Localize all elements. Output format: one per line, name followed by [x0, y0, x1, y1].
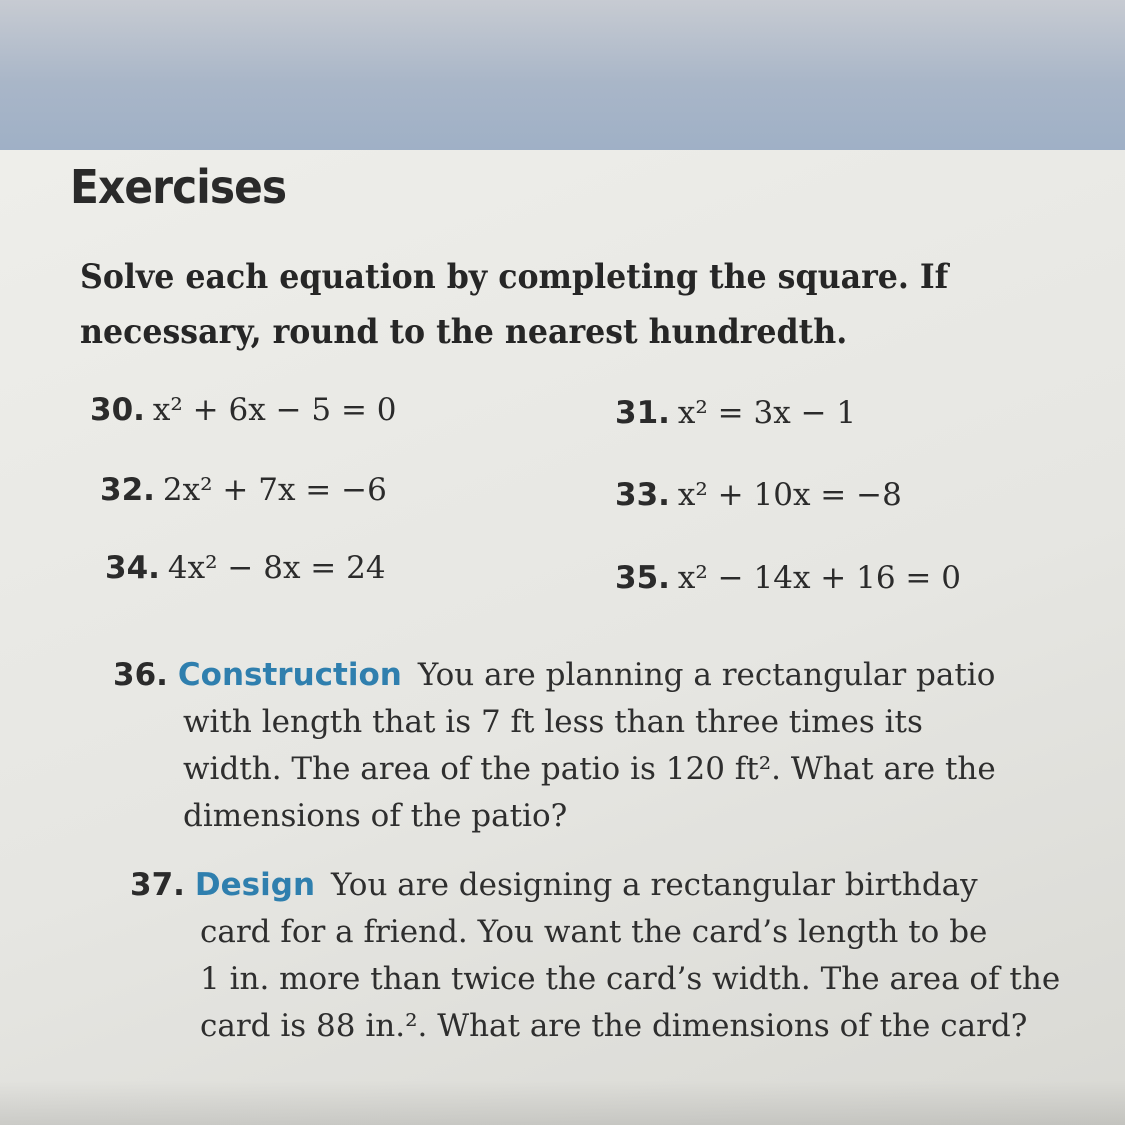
equation: x² + 10x = −8 — [677, 477, 902, 513]
equation: 4x² − 8x = 24 — [167, 550, 386, 586]
exercise-number: 30. — [90, 392, 145, 428]
exercise-number: 35. — [615, 560, 670, 596]
exercise-33 — [615, 477, 902, 513]
problem-topic: Construction — [177, 657, 402, 693]
equation: x² = 3x − 1 — [677, 395, 857, 431]
exercise-37 — [130, 862, 1060, 1050]
problem-text: with length that is 7 ft less than three times its — [183, 704, 923, 740]
exercise-number: 34. — [105, 550, 160, 586]
problem-text: card is 88 in.². What are the dimensions of the card? — [200, 1008, 1028, 1044]
problem-text: dimensions of the patio? — [183, 798, 568, 834]
problem-topic: Design — [194, 867, 316, 903]
instruction-line: necessary, round to the nearest hundredth. — [80, 312, 848, 352]
problem-text: card for a friend. You want the card’s length to be — [200, 914, 988, 950]
problem-text: You are planning a rectangular patio — [417, 657, 996, 693]
exercise-35 — [615, 560, 961, 596]
exercise-30 — [90, 392, 397, 428]
instructions — [80, 250, 973, 360]
exercise-number: 37. — [130, 867, 185, 903]
equation: 2x² + 7x = −6 — [162, 472, 387, 508]
exercise-32 — [100, 472, 387, 508]
exercise-36 — [113, 652, 996, 840]
instruction-line: Solve each equation by completing the square. If — [80, 257, 949, 297]
exercise-number: 36. — [113, 657, 168, 693]
problem-text: 1 in. more than twice the card’s width. The area of the — [200, 961, 1061, 997]
exercise-34 — [105, 550, 386, 586]
exercise-number: 33. — [615, 477, 670, 513]
problem-text: You are designing a rectangular birthday — [331, 867, 978, 903]
page-shadow — [0, 1080, 1125, 1125]
background-band — [0, 0, 1125, 150]
problem-first-line — [113, 652, 996, 699]
exercise-31 — [615, 395, 856, 431]
exercise-number: 32. — [100, 472, 155, 508]
problem-text: width. The area of the patio is 120 ft². What are the — [183, 751, 996, 787]
exercise-number: 31. — [615, 395, 670, 431]
equation: x² − 14x + 16 = 0 — [677, 560, 961, 596]
equation: x² + 6x − 5 = 0 — [152, 392, 397, 428]
problem-first-line — [130, 862, 1060, 909]
section-heading: Exercises — [70, 160, 287, 214]
